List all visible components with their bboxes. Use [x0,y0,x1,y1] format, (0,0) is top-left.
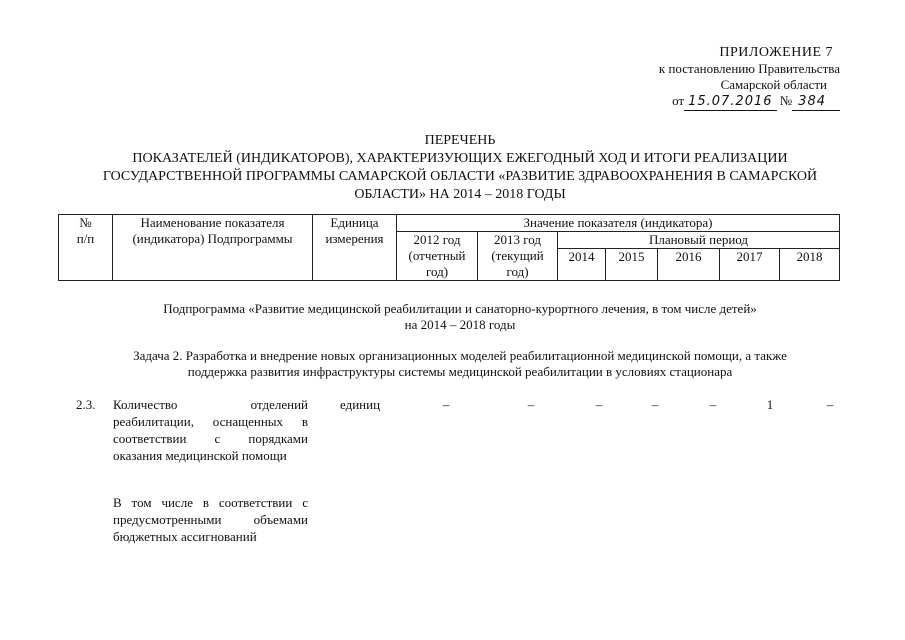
row-indicator-note: В том числе в соответствии с предусмотренными объемами бюджетных ассигнований [113,495,308,544]
header-values: Значение показателя (индикатора) [397,215,840,232]
appendix-label: ПРИЛОЖЕНИЕ 7 [719,45,833,60]
row-number: 2.3. [76,397,96,412]
row-unit: единиц [340,397,381,412]
header-2012 [397,232,478,281]
header-year: 2017 [720,249,780,281]
number-prefix: № [779,93,793,108]
approval-date-line [585,93,885,111]
indicator-table-header [58,214,840,281]
header-year: 2016 [658,249,720,281]
header-2013-line-3: год) [506,264,529,279]
approval-block [585,45,885,111]
task-line-2: поддержка развития инфраструктуры системы медицинской реабилитации в условиях стационара [187,364,733,379]
handwritten-number: 384 [792,94,840,111]
task-heading [55,348,865,380]
header-unit-line-1: Единица [330,215,379,230]
header-year: 2018 [780,249,840,281]
row-value-2016: – [709,397,717,412]
subprogram-line-1: Подпрограмма «Развитие медицинской реабилитации и санаторно-курортного лечения, в том числе детей» [163,301,757,316]
row-value-2015: – [651,397,659,412]
header-name-line-1: Наименование показателя [140,215,285,230]
header-planned: Плановый период [558,232,840,249]
row-value-2017: 1 [766,397,774,412]
header-name-line-2: (индикатора) Подпрограммы [132,231,293,246]
handwritten-date: 15.07.2016 [684,94,776,111]
header-unit [313,215,397,281]
row-value-2013: – [527,397,535,412]
header-num-line-2: п/п [76,231,95,246]
subprogram-heading [60,301,860,333]
header-name [113,215,313,281]
header-2012-line-3: год) [425,264,449,279]
header-num [59,215,113,281]
approval-line-2: к постановлению Правительства [658,61,840,76]
row-value-2018: – [826,397,834,412]
header-2012-line-2: (отчетный [408,248,466,263]
row-indicator-name: Количество отделений реабилитации, оснащенных в соответствии с порядками оказания медицинской помощи [113,397,308,463]
header-2013 [478,232,558,281]
row-value-2014: – [595,397,603,412]
document-title [60,132,860,204]
header-2013-line-2: (текущий [491,248,544,263]
row-value-2012: – [442,397,450,412]
header-2013-line-1: 2013 год [494,232,541,247]
header-year: 2015 [606,249,658,281]
title-line-4: ОБЛАСТИ» НА 2014 – 2018 ГОДЫ [354,187,566,202]
task-line-1: Задача 2. Разработка и внедрение новых организационных моделей реабилитационной медицинской помощи, а также [133,348,787,363]
title-line-1: ПЕРЕЧЕНЬ [424,133,496,148]
header-unit-line-2: измерения [325,231,384,246]
header-year: 2014 [558,249,606,281]
title-line-3: ГОСУДАРСТВЕННОЙ ПРОГРАММЫ САМАРСКОЙ ОБЛАСТИ «РАЗВИТИЕ ЗДРАВООХРАНЕНИЯ В САМАРСКОЙ [102,169,818,184]
approval-line-3: Самарской области [720,77,827,92]
header-2012-line-1: 2012 год [413,232,461,247]
subprogram-line-2: на 2014 – 2018 годы [404,317,516,332]
title-line-2: ПОКАЗАТЕЛЕЙ (ИНДИКАТОРОВ), ХАРАКТЕРИЗУЮЩИХ ЕЖЕГОДНЫЙ ХОД И ИТОГИ РЕАЛИЗАЦИИ [132,151,788,166]
date-prefix: от [672,93,685,108]
header-num-line-1: № [79,215,92,230]
